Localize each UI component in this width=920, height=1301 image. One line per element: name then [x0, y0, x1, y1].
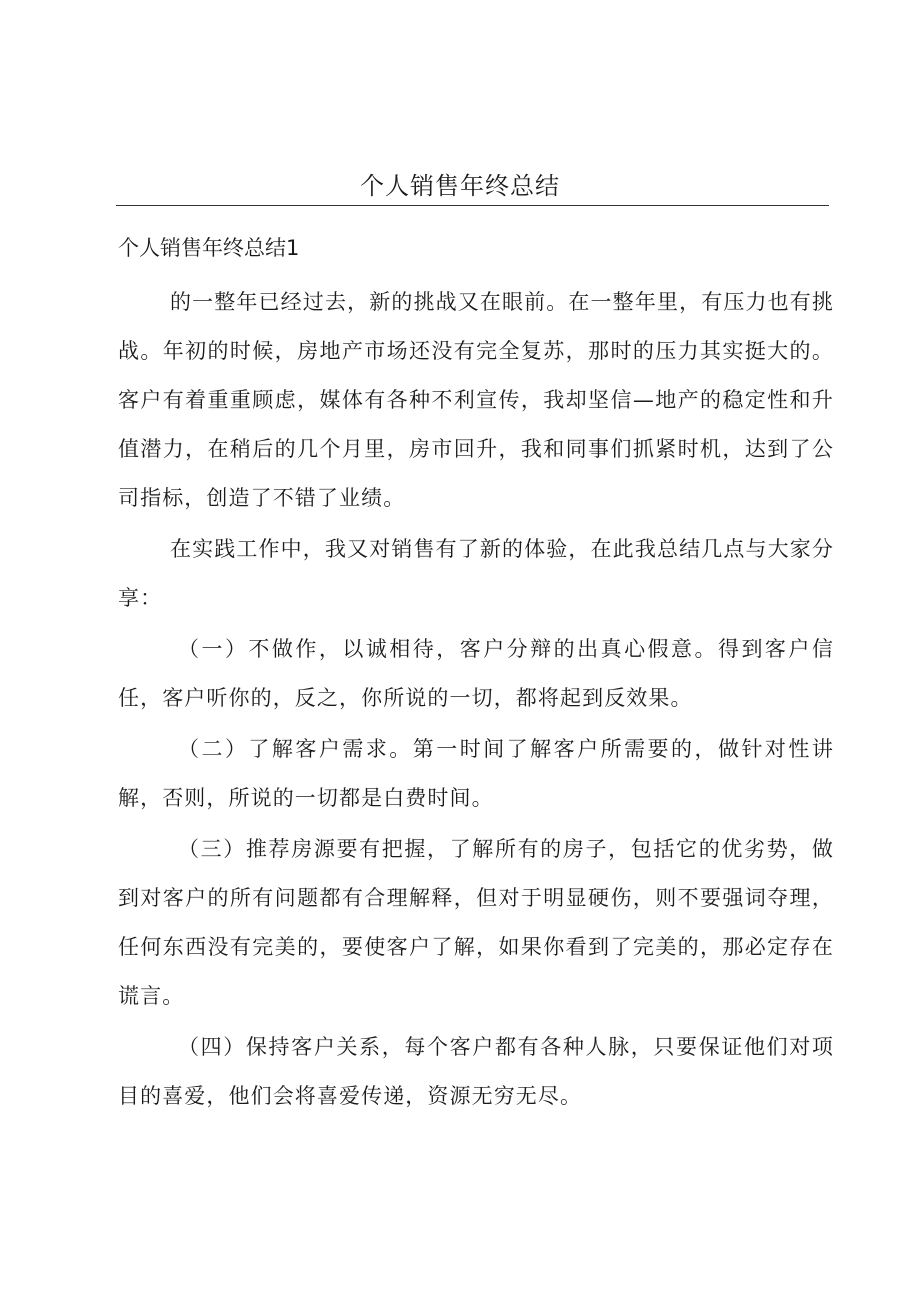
title-divider: [116, 205, 829, 206]
paragraph-share: 在实践工作中，我又对销售有了新的体验，在此我总结几点与大家分享：: [118, 537, 834, 610]
paragraph-point-2: （二）了解客户需求。第一时间了解客户所需要的，做针对性讲解，否则，所说的一切都是白费时间。: [118, 737, 834, 810]
paragraph-point-3: （三）推荐房源要有把握，了解所有的房子，包括它的优劣势，做到对客户的所有问题都有合理解释，但对于明显硬伤，则不要强词夺理，任何东西没有完美的，要使客户了解，如果你看到了完美的，那必定存在谎言。: [118, 837, 834, 1008]
paragraph-point-1: （一）不做作，以诚相待，客户分辩的出真心假意。得到客户信任，客户听你的，反之，你所说的一切，都将起到反效果。: [118, 637, 834, 710]
section-heading: 个人销售年终总结1: [118, 236, 300, 260]
document-body: [118, 230, 834, 1121]
paragraph-point-4: （四）保持客户关系，每个客户都有各种人脉，只要保证他们对项目的喜爱，他们会将喜爱传递，资源无穷无尽。: [118, 1035, 834, 1108]
paragraph-intro: 的一整年已经过去，新的挑战又在眼前。在一整年里，有压力也有挑战。年初的时候，房地产市场还没有完全复苏，那时的压力其实挺大的。客户有着重重顾虑，媒体有各种不利宣传，我却坚信—地产的稳定性和升值潜力，在稍后的几个月里，房市回升，我和同事们抓紧时机，达到了公司指标，创造了不错了业绩。: [118, 290, 834, 510]
document-title: 个人销售年终总结: [360, 172, 560, 200]
